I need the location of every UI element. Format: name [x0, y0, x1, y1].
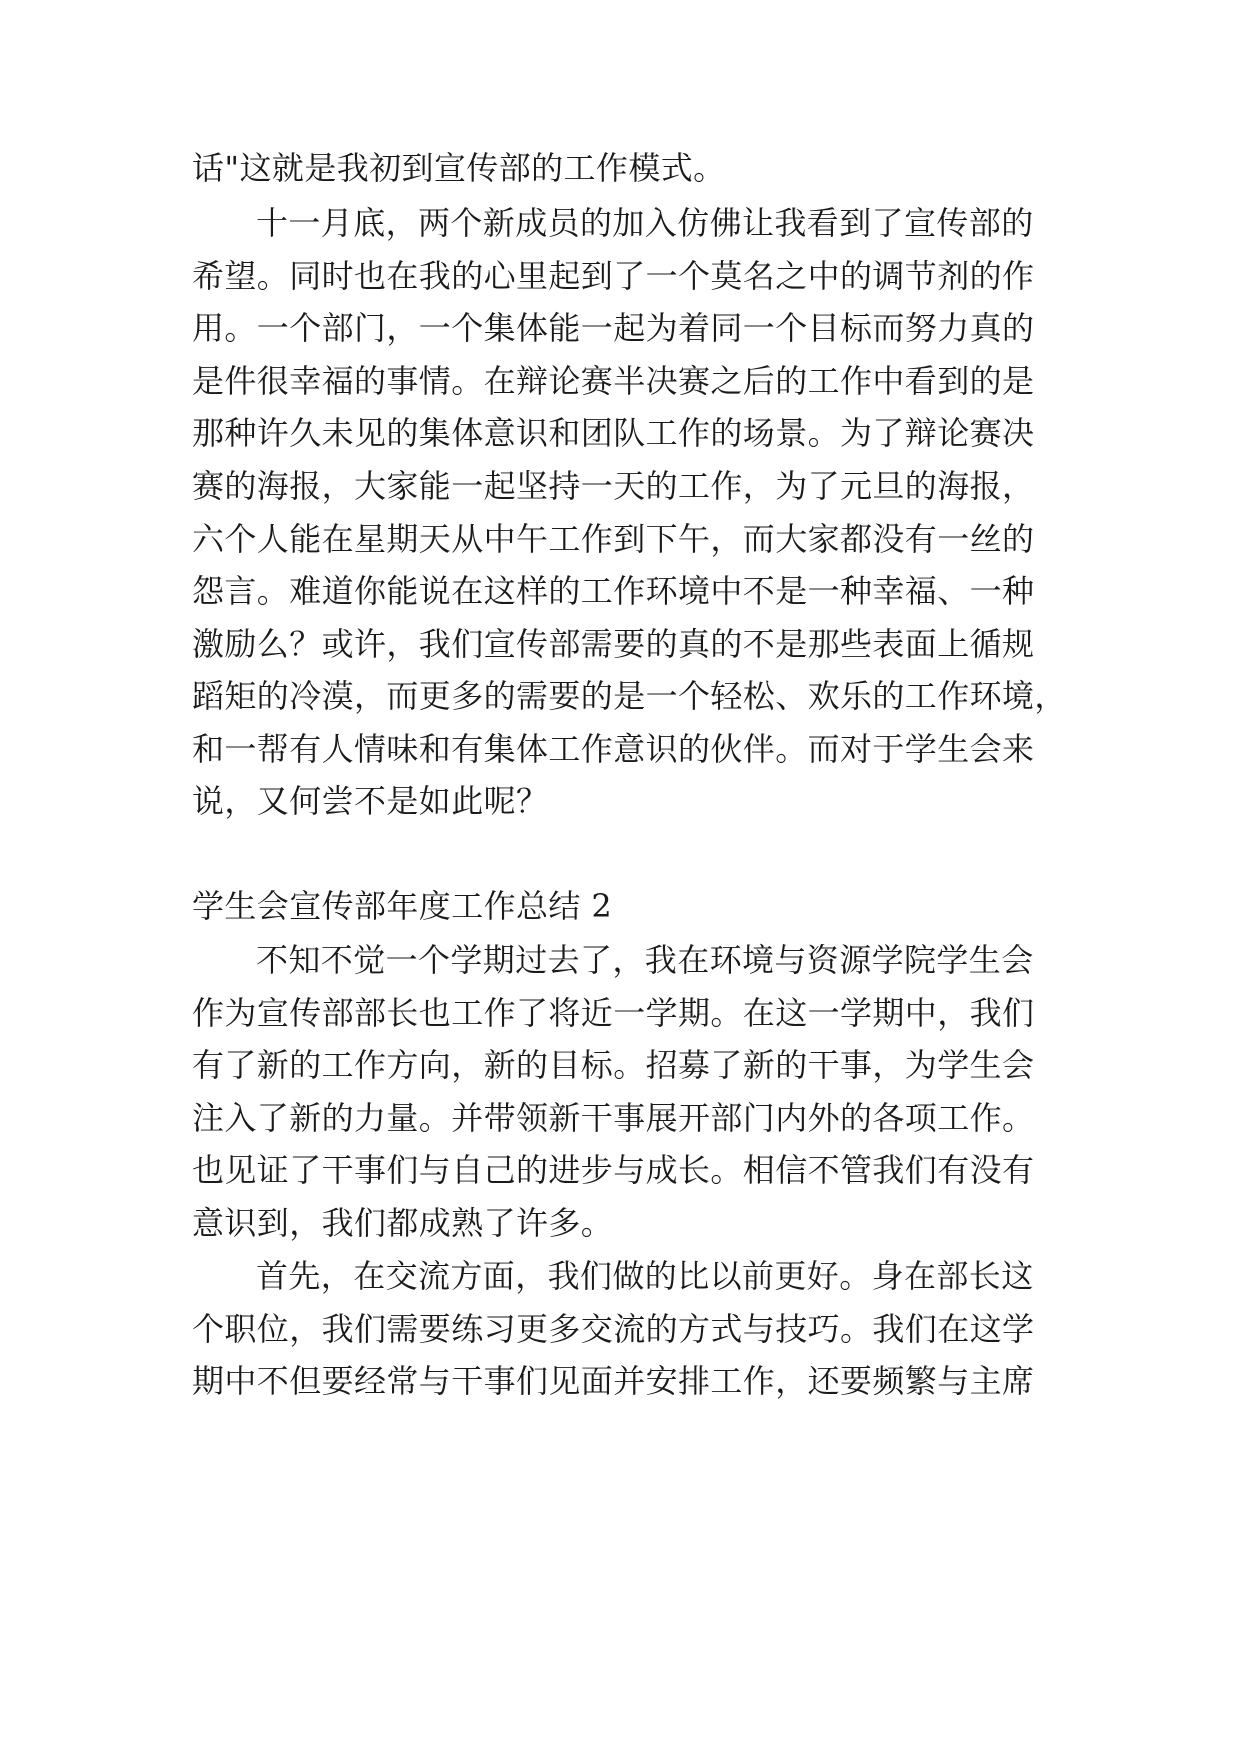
text-line: 六个人能在星期天从中午工作到下午，而大家都没有一丝的 [192, 520, 1035, 558]
paragraph-first-line: 十一月底，两个新成员的加入仿佛让我看到了宣传部的 [256, 204, 1034, 242]
text-line: 赛的海报，大家能一起坚持一天的工作，为了元旦的海报， [192, 467, 1035, 505]
text-line: 用。一个部门，一个集体能一起为着同一个目标而努力真的 [192, 309, 1035, 347]
text-line: 有了新的工作方向，新的目标。招募了新的干事，为学生会 [192, 1046, 1035, 1084]
text-line: 也见证了干事们与自己的进步与成长。相信不管我们有没有 [192, 1151, 1035, 1189]
text-line: 激励么？或许，我们宣传部需要的真的不是那些表面上循规 [192, 625, 1035, 663]
text-line: 个职位，我们需要练习更多交流的方式与技巧。我们在这学 [192, 1310, 1035, 1348]
text-line: 注入了新的力量。并带领新干事展开部门内外的各项工作。 [192, 1099, 1035, 1137]
text-line: 蹈矩的冷漠，而更多的需要的是一个轻松、欢乐的工作环境， [192, 677, 1067, 715]
text-line: 说，又何尝不是如此呢？ [192, 782, 549, 820]
text-line: 怨言。难道你能说在这样的工作环境中不是一种幸福、一种 [192, 572, 1035, 610]
text-line: 意识到，我们都成熟了许多。 [192, 1204, 614, 1242]
text-line: 和一帮有人情味和有集体工作意识的伙伴。而对于学生会来 [192, 730, 1035, 768]
paragraph-first-line: 首先，在交流方面，我们做的比以前更好。身在部长这 [256, 1257, 1034, 1295]
text-line: 希望。同时也在我的心里起到了一个莫名之中的调节剂的作 [192, 257, 1035, 295]
section-heading: 学生会宣传部年度工作总结 2 [192, 887, 613, 925]
text-line: 作为宣传部部长也工作了将近一学期。在这一学期中，我们 [192, 994, 1035, 1032]
text-line: 是件很幸福的事情。在辩论赛半决赛之后的工作中看到的是 [192, 362, 1035, 400]
text-line: 那种许久未见的集体意识和团队工作的场景。为了辩论赛决 [192, 414, 1035, 452]
paragraph-first-line: 不知不觉一个学期过去了，我在环境与资源学院学生会 [256, 941, 1034, 979]
text-line: 期中不但要经常与干事们见面并安排工作，还要频繁与主席 [192, 1362, 1035, 1400]
text-line: 话"这就是我初到宣传部的工作模式。 [192, 149, 726, 187]
